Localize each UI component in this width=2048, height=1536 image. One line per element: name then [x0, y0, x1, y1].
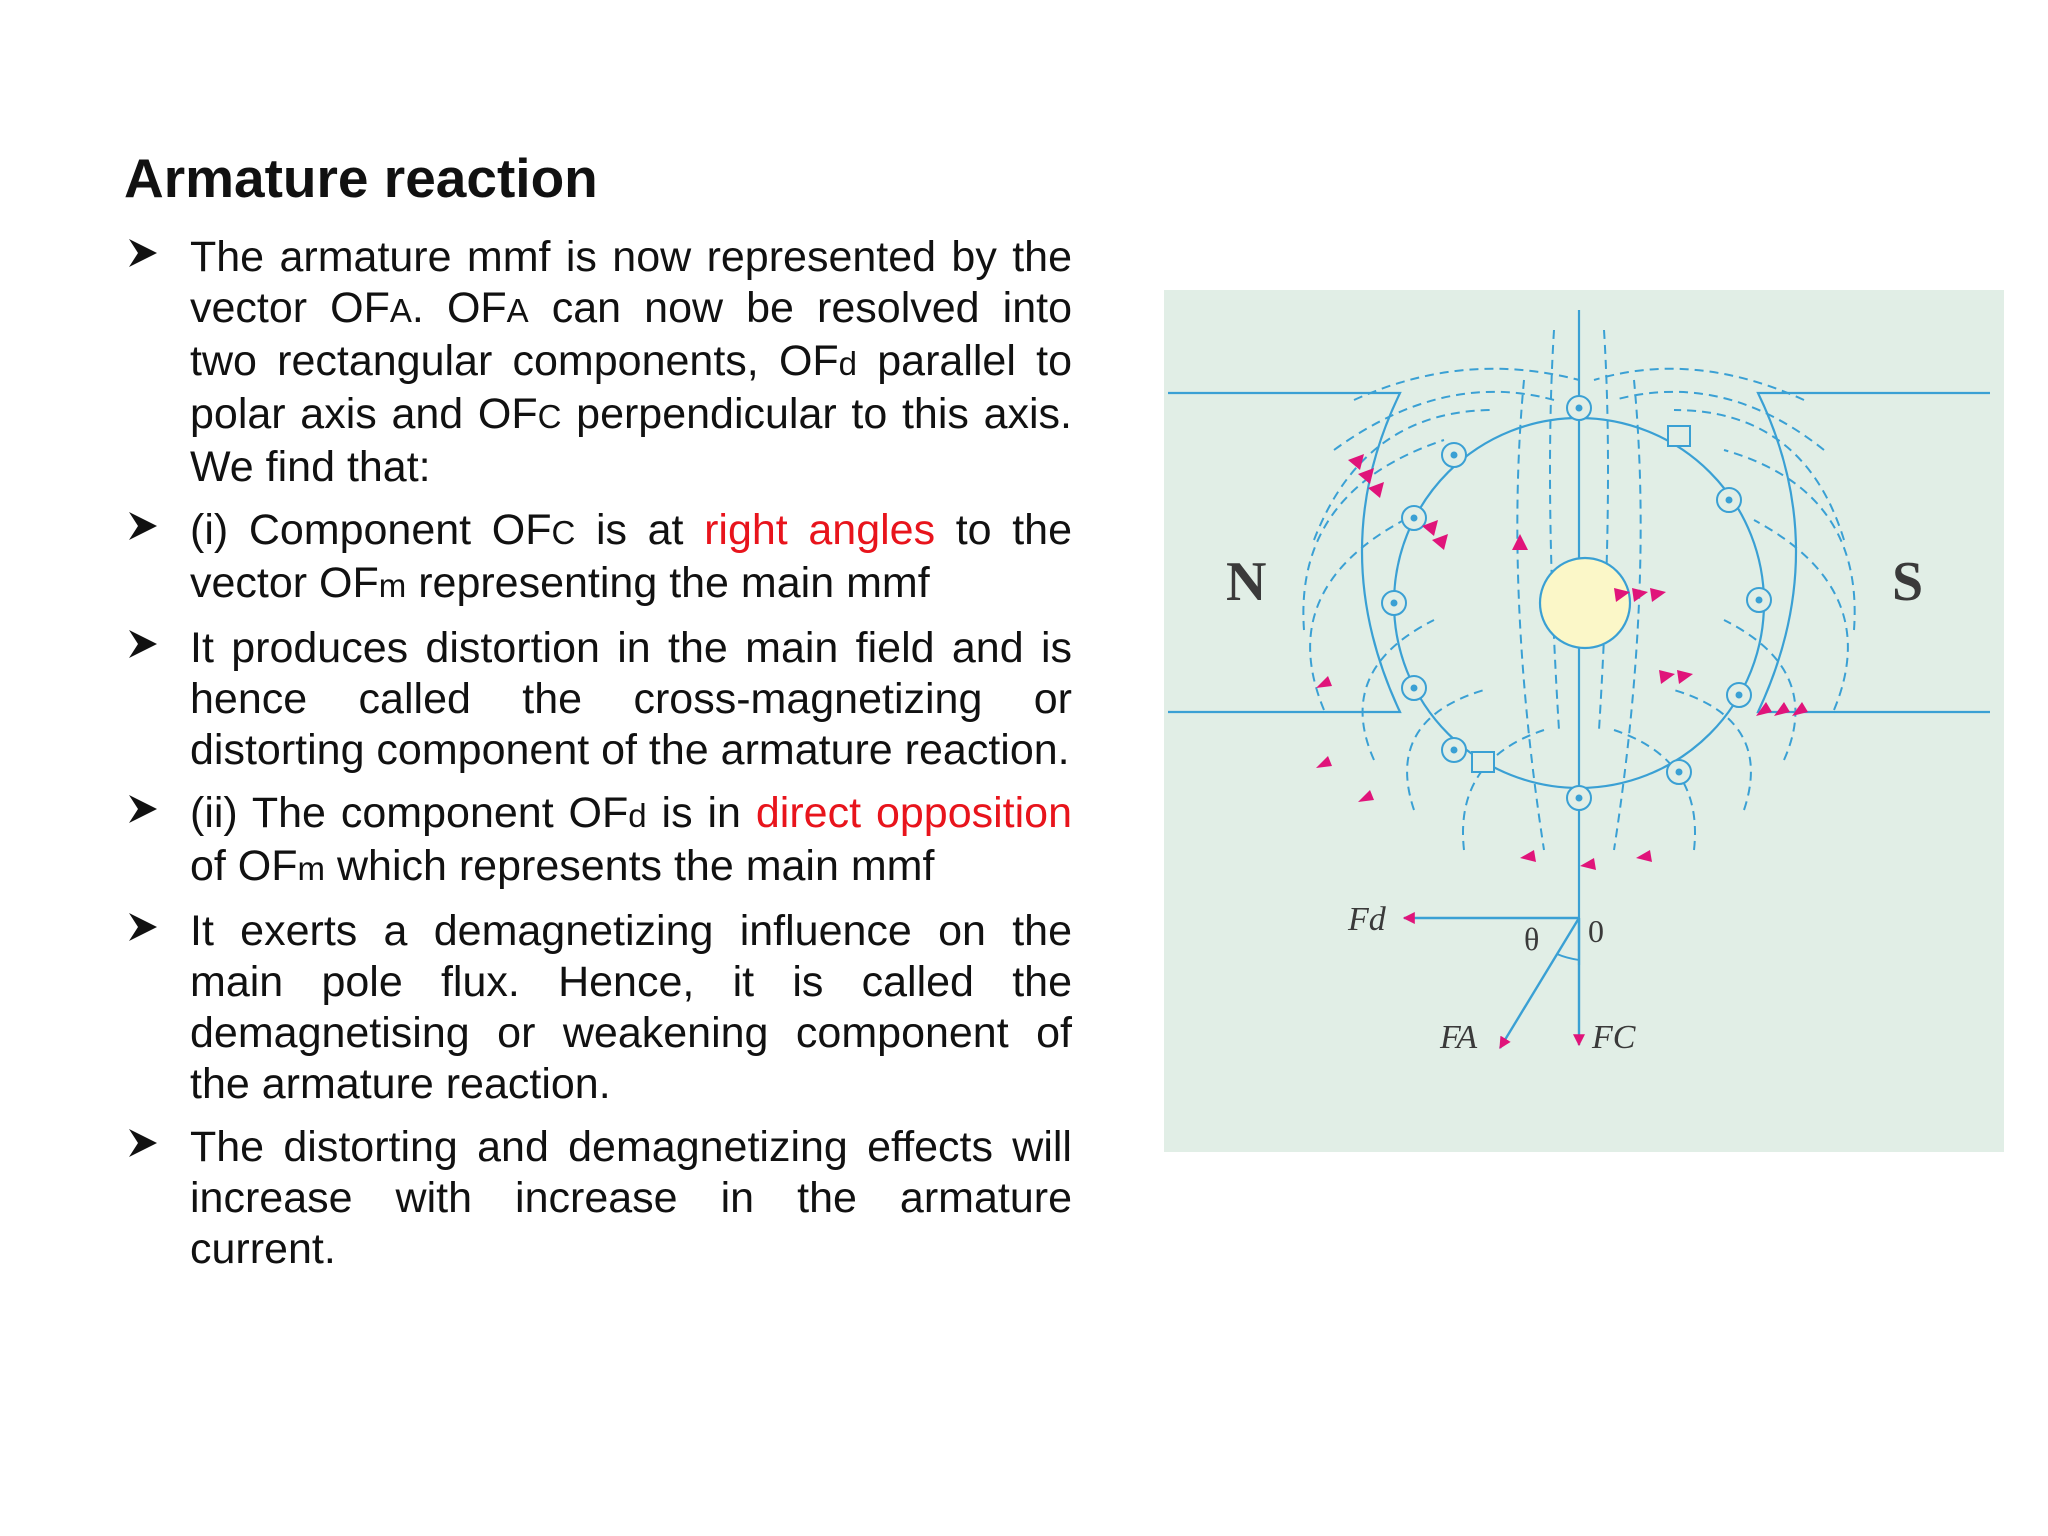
vector-diagram — [1404, 918, 1579, 1048]
armature-diagram — [1164, 290, 2004, 1152]
brush-top — [1668, 426, 1690, 446]
origin-label: 0 — [1588, 913, 1604, 949]
south-pole-outline — [1758, 393, 1990, 712]
emphasis-text: right angles — [704, 506, 936, 554]
bullet-text: The armature mmf is now represented by the vector OFA. OFA can now be resolved into two rectangular components, OFd parallel to polar axis and OFC perpendicular to this axis. We find that: — [190, 233, 1073, 491]
fa-label: FA — [1440, 1019, 1478, 1056]
bullet-item — [124, 623, 1072, 776]
bullet-item — [124, 232, 1072, 493]
bullet-arrow-icon — [126, 910, 160, 944]
bullet-text: It exerts a demagnetizing influence on the main pole flux. Hence, it is called the demagnetising or weakening component of the armature reaction. — [190, 907, 1072, 1108]
slide-title: Armature reaction — [124, 147, 598, 209]
bullet-text: The distorting and demagnetizing effects will increase with increase in the armature current. — [190, 1123, 1072, 1273]
bullet-item — [124, 906, 1072, 1110]
bullet-item — [124, 505, 1072, 611]
fc-label: FC — [1592, 1019, 1636, 1056]
bullet-arrow-icon — [126, 792, 160, 826]
theta-label: θ — [1524, 921, 1540, 957]
bullet-item — [124, 1122, 1072, 1275]
bullet-text: (ii) The component OFd is in direct opposition of OFm which represents the main mmf — [190, 789, 1072, 890]
emphasis-text: direct opposition — [755, 789, 1072, 837]
north-pole-outline — [1168, 393, 1400, 712]
bullet-arrow-icon — [126, 627, 160, 661]
bullet-arrow-icon — [126, 509, 160, 543]
angle-arc — [1557, 954, 1579, 960]
vector-fa — [1500, 918, 1579, 1048]
flux-arrows — [1316, 454, 1808, 870]
bullet-text: It produces distortion in the main field and is hence called the cross-magnetizing or distorting component of the armature reaction. — [190, 624, 1072, 774]
bullet-text: (i) Component OFC is at right angles to the vector OFm representing the main mmf — [190, 506, 1072, 607]
fd-label: Fd — [1348, 901, 1386, 938]
south-label: S — [1892, 551, 1924, 613]
armature-reaction-figure — [1164, 290, 2004, 1152]
bullet-item — [124, 788, 1072, 894]
bullet-arrow-icon — [126, 236, 160, 270]
shaft — [1540, 558, 1630, 648]
bullet-list — [124, 232, 1072, 1287]
brush-bottom — [1472, 752, 1494, 772]
bullet-arrow-icon — [126, 1126, 160, 1160]
north-label: N — [1226, 551, 1267, 613]
